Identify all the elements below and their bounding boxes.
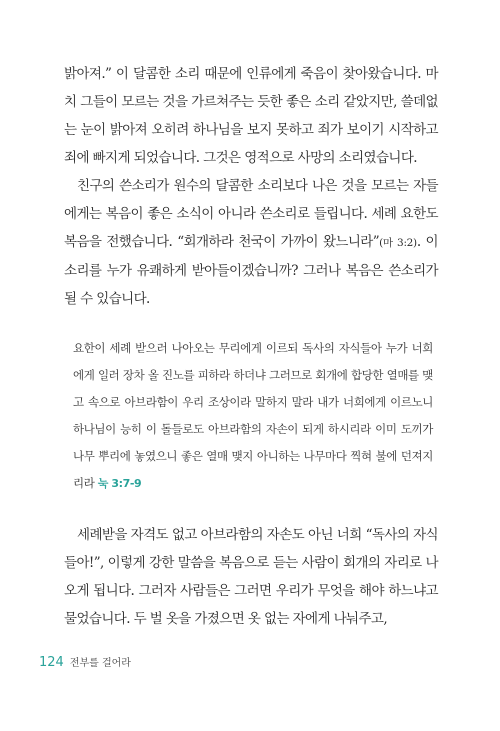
page-number: 124 <box>39 655 64 670</box>
scripture-quote-ref: 눅 3:7-9 <box>97 477 142 490</box>
scripture-quote <box>73 335 433 497</box>
page-body <box>64 60 438 633</box>
scripture-quote-text: 요한이 세례 받으러 나아오는 무리에게 이르되 독사의 자식들아 누가 너희에게 일러 장차 올 진노를 피하라 하더냐 그러므로 회개에 합당한 열매를 맺고 속으로 아브라함이 우리 조상이라 말하지 말라 내가 너희에게 이르노니 하나님이 능히 이 돌들로도 아브라함의 자손이 되게 하시리라 이미 도끼가 나무 뿌리에 놓였으니 좋은 열매 맺지 아니하는 나무마다 찍혀 불에 던져지리라 <box>73 341 433 490</box>
paragraph-3: 세례받을 자격도 없고 아브라함의 자손도 아닌 너희 “독사의 자식들아!”, 이렇게 강한 말씀을 복음으로 듣는 사람이 회개의 자리로 나오게 됩니다. 그러자 사람들은 그러면 우리가 무엇을 해야 하느냐고 물었습니다. 두 벌 옷을 가졌으면 옷 없는 자에게 나눠주고, <box>64 527 438 627</box>
paragraph-2-text: 친구의 쓴소리가 원수의 달콤한 소리보다 나은 것을 모르는 자들에게는 복음이 좋은 소식이 아니라 쓴소리로 들립니다. 세례 요한도 복음을 전했습니다. “회개하라 천국이 가까이 왔느니라” <box>64 178 438 250</box>
book-title: 전부를 걸어라 <box>69 658 131 669</box>
paragraph-2-tail: . 이 소리를 누가 유쾌하게 받아들이겠습니까? 그러나 복음은 쓴소리가 될 수 있습니다. <box>64 234 439 307</box>
page-footer <box>39 654 131 670</box>
paragraph-2 <box>64 172 438 313</box>
scripture-ref-inline: (마 3:2) <box>379 237 417 249</box>
paragraph-1: 밝아져.” 이 달콤한 소리 때문에 인류에게 죽음이 찾아왔습니다. 마치 그들이 모르는 것을 가르쳐주는 듯한 좋은 소리 같았지만, 쓸데없는 눈이 밝아져 오히려 하나님을 보지 못하고 죄가 보이기 시작하고 죄에 빠지게 되었습니다. 그것은 영적으로 사망의 소리였습니다. <box>64 66 438 166</box>
